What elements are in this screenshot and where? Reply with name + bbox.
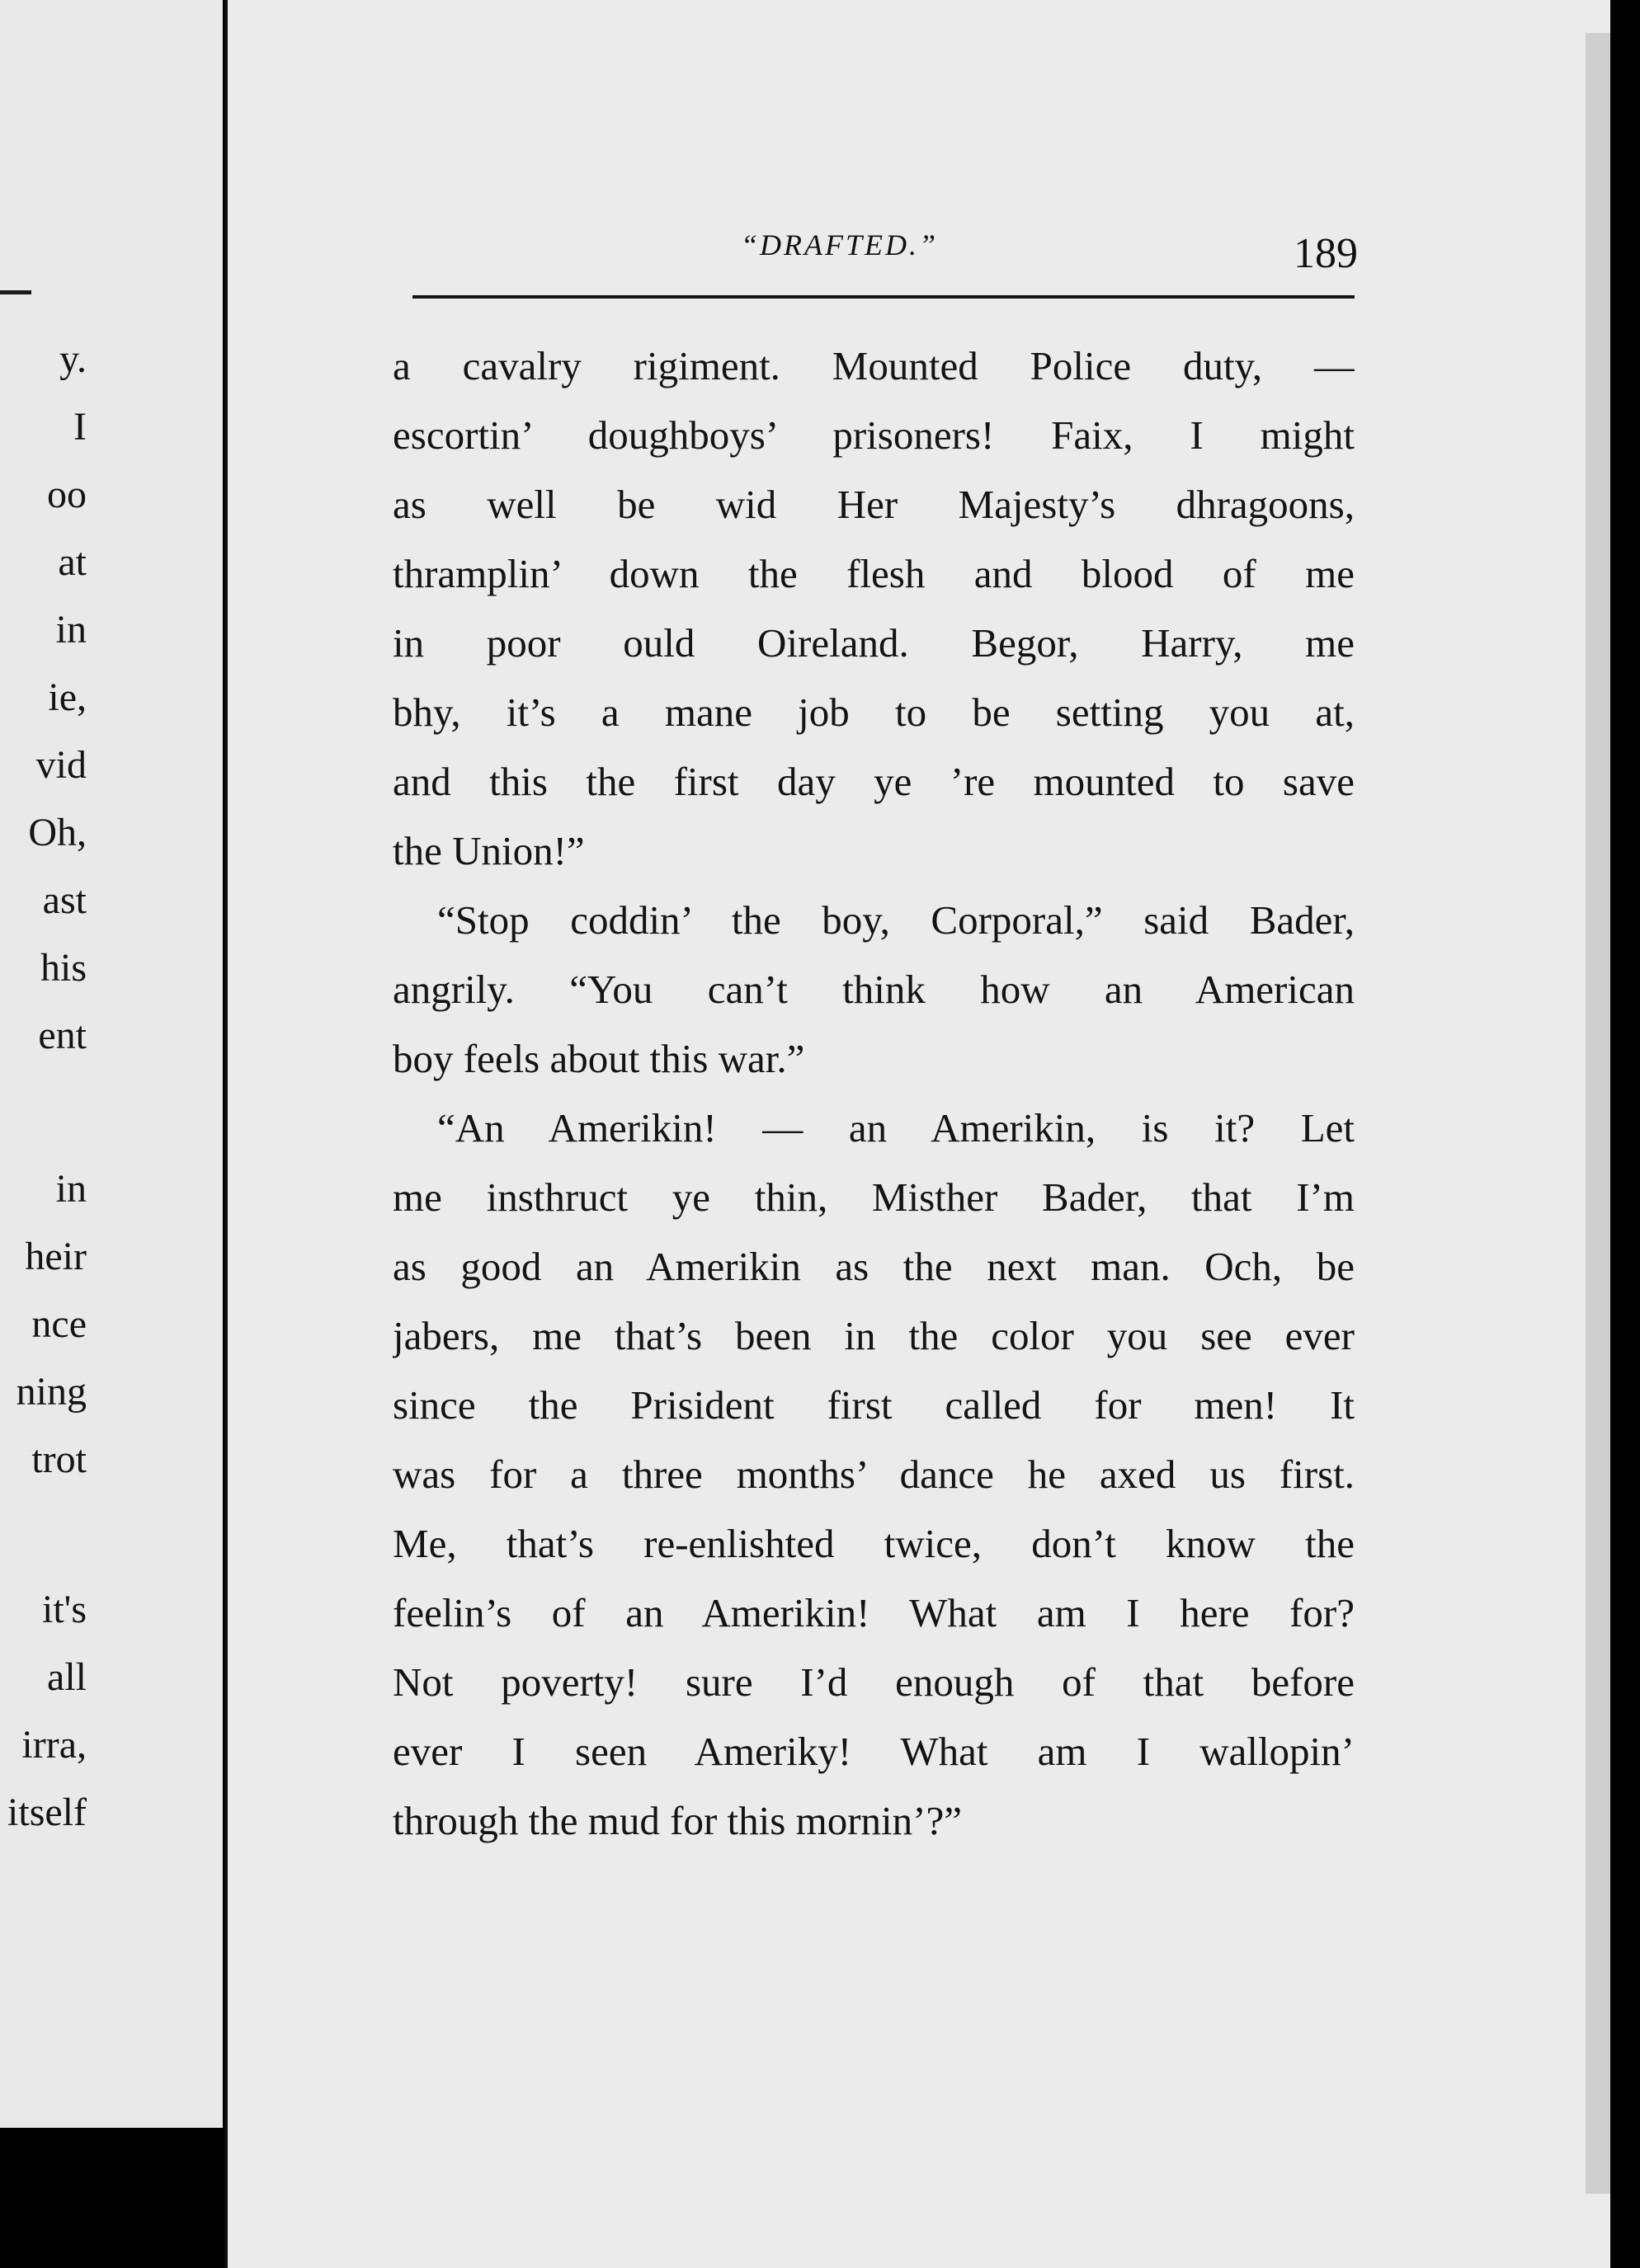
text-line: since the Prisident first called for men! It (393, 1382, 1355, 1428)
paragraph (393, 332, 1355, 886)
left-line-fragment: all (47, 1655, 87, 1699)
text-line: Me, that’s re-enlishted twice, don’t know the (393, 1521, 1355, 1566)
running-head: “DRAFTED.” (741, 228, 939, 261)
text-line: and this the first day ye ’re mounted to save (393, 759, 1355, 804)
left-line-fragment: itself (7, 1790, 87, 1834)
left-line-fragment: nce (31, 1302, 87, 1346)
left-line-fragment: ie, (48, 675, 87, 719)
text-line: Not poverty! sure I’d enough of that before (393, 1659, 1355, 1705)
text-line: angrily. “You can’t think how an American (393, 967, 1355, 1012)
left-page-fragment (0, 0, 223, 2128)
text-line: escortin’ doughboys’ prisoners! Faix, I might (393, 412, 1355, 458)
left-line-fragment: ent (38, 1014, 87, 1057)
body-text (393, 332, 1355, 1856)
text-line: thramplin’ down the flesh and blood of me (393, 551, 1355, 596)
paragraph (393, 886, 1355, 1094)
text-line: jabers, me that’s been in the color you see ever (393, 1313, 1355, 1358)
left-line-fragment: Oh, (28, 811, 87, 854)
text-line: feelin’s of an Amerikin! What am I here for? (393, 1590, 1355, 1635)
page-edge-shadow (1586, 33, 1610, 2194)
left-line-fragment: in (55, 1167, 87, 1211)
text-line: boy feels about this war.” (393, 1036, 805, 1081)
left-line-fragment: trot (31, 1437, 87, 1481)
text-line: the Union!” (393, 828, 585, 873)
left-line-fragment: irra, (21, 1723, 87, 1767)
left-line-fragment: ast (42, 878, 87, 922)
left-line-fragment: I (73, 405, 87, 449)
left-line-fragment: y. (59, 337, 87, 381)
text-line: a cavalry rigiment. Mounted Police duty, — (393, 343, 1355, 388)
text-line: as good an Amerikin as the next man. Och, be (393, 1244, 1355, 1289)
left-line-fragment: heir (25, 1235, 87, 1278)
text-line: me insthruct ye thin, Misther Bader, that I’m (393, 1174, 1355, 1220)
text-line: in poor ould Oireland. Begor, Harry, me (393, 620, 1355, 666)
text-line: ever I seen Ameriky! What am I wallopin’ (393, 1729, 1355, 1774)
text-line: bhy, it’s a mane job to be setting you at, (393, 689, 1355, 735)
paragraph (393, 1094, 1355, 1856)
left-page-head-rule (0, 290, 31, 294)
text-line: through the mud for this mornin’?” (393, 1798, 962, 1843)
left-line-fragment: his (40, 946, 87, 990)
left-line-fragment: vid (35, 743, 87, 787)
page-number: 189 (1294, 230, 1358, 277)
left-line-fragment: oo (47, 473, 87, 516)
text-line: “An Amerikin! — an Amerikin, is it? Let (437, 1105, 1355, 1150)
text-line: was for a three months’ dance he axed us first. (393, 1452, 1355, 1497)
left-line-fragment: it's (42, 1588, 87, 1631)
left-line-fragment: ning (16, 1370, 87, 1414)
text-line: as well be wid Her Majesty’s dhragoons, (393, 482, 1355, 527)
left-line-fragment: at (58, 540, 87, 584)
left-line-fragment: in (55, 608, 87, 652)
text-line: “Stop coddin’ the boy, Corporal,” said Bader, (437, 897, 1355, 943)
header-rule (412, 295, 1355, 299)
right-page (224, 0, 1610, 2268)
